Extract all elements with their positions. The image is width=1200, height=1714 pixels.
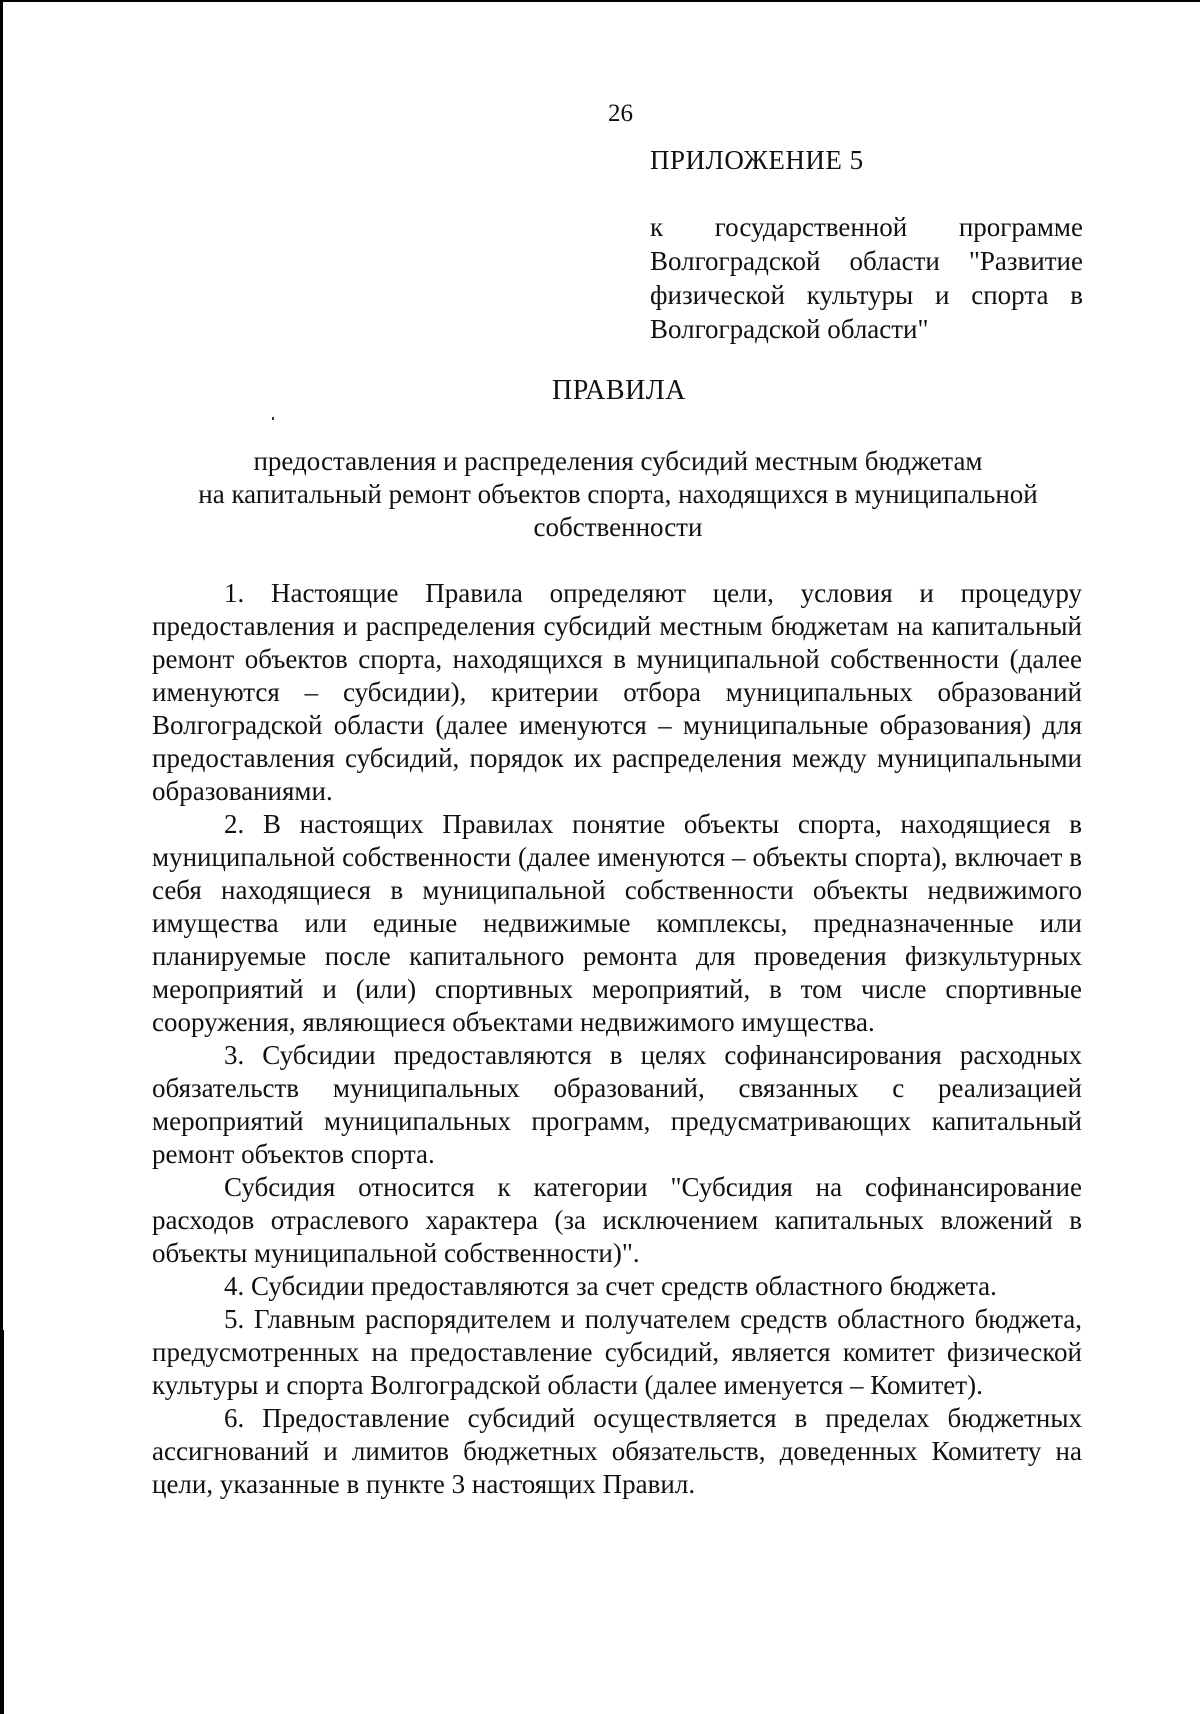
page-top-edge [0, 0, 1200, 2]
scan-speck [272, 417, 274, 420]
paragraph-3-category: Субсидия относится к категории "Субсидия на софинансирование расходов отраслевого характера (за исключением капитальных вложений в объекты муниципальной собственности)". [152, 1172, 1082, 1268]
subtitle-line: на капитальный ремонт объектов спорта, находящихся в муниципальной [198, 479, 1038, 509]
appendix-title: ПРИЛОЖЕНИЕ 5 [650, 145, 864, 175]
subtitle-line: собственности [533, 512, 703, 542]
rules-subtitle [150, 445, 1086, 544]
paragraph-6: 6. Предоставление субсидий осуществляется в пределах бюджетных ассигнований и лимитов бюджетных обязательств, доведенных Комитету на цели, указанные в пункте 3 настоящих Правил. [152, 1403, 1082, 1499]
paragraph-1: 1. Настоящие Правила определяют цели, условия и процедуру предоставления и распределения субсидий местным бюджетам на капитальный ремонт объектов спорта, находящихся в муниципальной собственности (далее именуются – субсидии), критерии отбора муниципальных образований Волгоградской области (далее именуются – муниципальные образования) для предоставления субсидий, порядок их распределения между муниципальными образованиями. [152, 578, 1082, 806]
document-body [152, 577, 1082, 1501]
page-number: 26 [608, 100, 633, 127]
rules-title: ПРАВИЛА [551, 375, 687, 406]
paragraph-4: 4. Субсидии предоставляются за счет средств областного бюджета. [224, 1271, 997, 1301]
appendix-reference: к государственной программе Волгоградской области "Развитие физической культуры и спорта в Волгоградской области" [650, 212, 1083, 344]
paragraph-3: 3. Субсидии предоставляются в целях софинансирования расходных обязательств муниципальных образований, связанных с реализацией мероприятий муниципальных программ, предусматривающих капитальный ремонт объектов спорта. [152, 1040, 1082, 1169]
paragraph-5: 5. Главным распорядителем и получателем средств областного бюджета, предусмотренных на предоставление субсидий, является комитет физической культуры и спорта Волгоградской области (далее именуется – Комитет). [152, 1304, 1082, 1400]
page-left-edge-lower [0, 1330, 4, 1714]
paragraph-2: 2. В настоящих Правилах понятие объекты спорта, находящиеся в муниципальной собственности (далее именуются – объекты спорта), включает в себя находящиеся в муниципальной собственности объекты недвижимого имущества или единые недвижимые комплексы, предназначенные или планируемые после капитального ремонта для проведения физкультурных мероприятий и (или) спортивных мероприятий, в том числе спортивные сооружения, являющиеся объектами недвижимого имущества. [152, 809, 1082, 1037]
subtitle-line: предоставления и распределения субсидий местным бюджетам [253, 446, 983, 476]
